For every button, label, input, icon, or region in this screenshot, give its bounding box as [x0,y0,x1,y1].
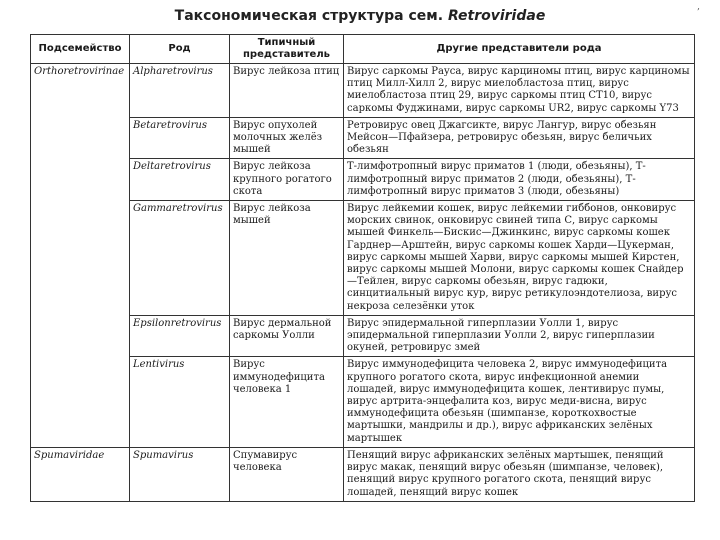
title-prefix: Таксономическая структура сем. [174,8,444,24]
header-subfamily: Подсемейство [31,35,130,64]
others-cell: Вирус эпидермальной гиперплазии Уолли 1, вирус эпидермальной гиперплазии Уолли 2, вирус гиперплазии окуней, ретровирус змей [344,315,695,357]
genus-cell: Epsilonretrovirus [130,315,230,357]
typical-cell: Вирус дермальной саркомы Уолли [230,315,344,357]
table-row [31,315,695,357]
others-cell: Вирус лейкемии кошек, вирус лейкемии гиббонов, онковирус морских свинок, онковирус свиней типа С, вирус саркомы мышей Финкель—Бискис—Джинкинс, вирус саркомы кошек Гарднер—Арштейн, вирус саркомы кошек Харди—Цукерман, вирус саркомы мышей Харви, вирус саркомы мышей Кирстен, вирус саркомы мышей Молони, вирус саркомы кошек Снайдер—Тейлен, вирус саркомы обезьян, вирус гадюки, синцитиальный вирус кур, вирус ретикулоэндотелиоза, вирус некроза селезёнки уток [344,201,695,316]
typical-cell: Вирус иммунодефицита человека 1 [230,357,344,447]
genus-cell: Alpharetrovirus [130,64,230,118]
others-cell: Пенящий вирус африканских зелёных мартышек, пенящий вирус макак, пенящий вирус обезьян (шимпанзе, человек), пенящий вирус крупного рогатого скота, пенящий вирус лошадей, пенящий вирус кошек [344,447,695,501]
genus-cell: Spumavirus [130,447,230,501]
subfamily-cell: Orthoretrovirinae [31,64,130,448]
others-cell: Вирус саркомы Рауса, вирус карциномы птиц, вирус карциномы птиц Милл-Хилл 2, вирус миелобластоза птиц, вирус миелобластоза птиц 29, вирус саркомы птиц CT10, вирус саркомы Фуджинами, вирус саркомы UR2, вирус саркомы Y73 [344,64,695,118]
header-typical: Типичный представитель [230,35,344,64]
genus-cell: Deltaretrovirus [130,159,230,201]
typical-cell: Вирус опухолей молочных желёз мышей [230,117,344,159]
taxonomy-table [30,34,695,502]
title-family: Retroviridae [447,8,546,24]
genus-cell: Lentivirus [130,357,230,447]
subfamily-cell: Spumaviridae [31,447,130,501]
header-others: Другие представители рода [344,35,695,64]
typical-cell: Вирус лейкоза крупного рогатого скота [230,159,344,201]
page-title [0,8,720,24]
table-row [31,159,695,201]
typical-cell: Вирус лейкоза мышей [230,201,344,316]
others-cell: Ретровирус овец Джагсикте, вирус Лангур, вирус обезьян Мейсон—Пфайзера, ретровирус обезьян, вирус беличьих обезьян [344,117,695,159]
table-row [31,201,695,316]
corner-marks: , [697,2,700,12]
table-row [31,117,695,159]
header-row [31,35,695,64]
table-row [31,357,695,447]
genus-cell: Gammaretrovirus [130,201,230,316]
others-cell: Вирус иммунодефицита человека 2, вирус иммунодефицита крупного рогатого скота, вирус инфекционной анемии лошадей, вирус иммунодефицита кошек, лентивирус пумы, вирус артрита-энцефалита коз, вирус меди-висна, вирус иммунодефицита обезьян (шимпанзе, короткохвостые мартышки, мандрилы и др.), вирус африканских зелёных мартышек [344,357,695,447]
typical-cell: Спумавирус человека [230,447,344,501]
others-cell: Т-лимфотропный вирус приматов 1 (люди, обезьяны), Т-лимфотропный вирус приматов 2 (люди, обезьяны), Т-лимфотропный вирус приматов 3 (люди, обезьяны) [344,159,695,201]
table-row [31,447,695,501]
typical-cell: Вирус лейкоза птиц [230,64,344,118]
genus-cell: Betaretrovirus [130,117,230,159]
header-genus: Род [130,35,230,64]
table-row [31,64,695,118]
